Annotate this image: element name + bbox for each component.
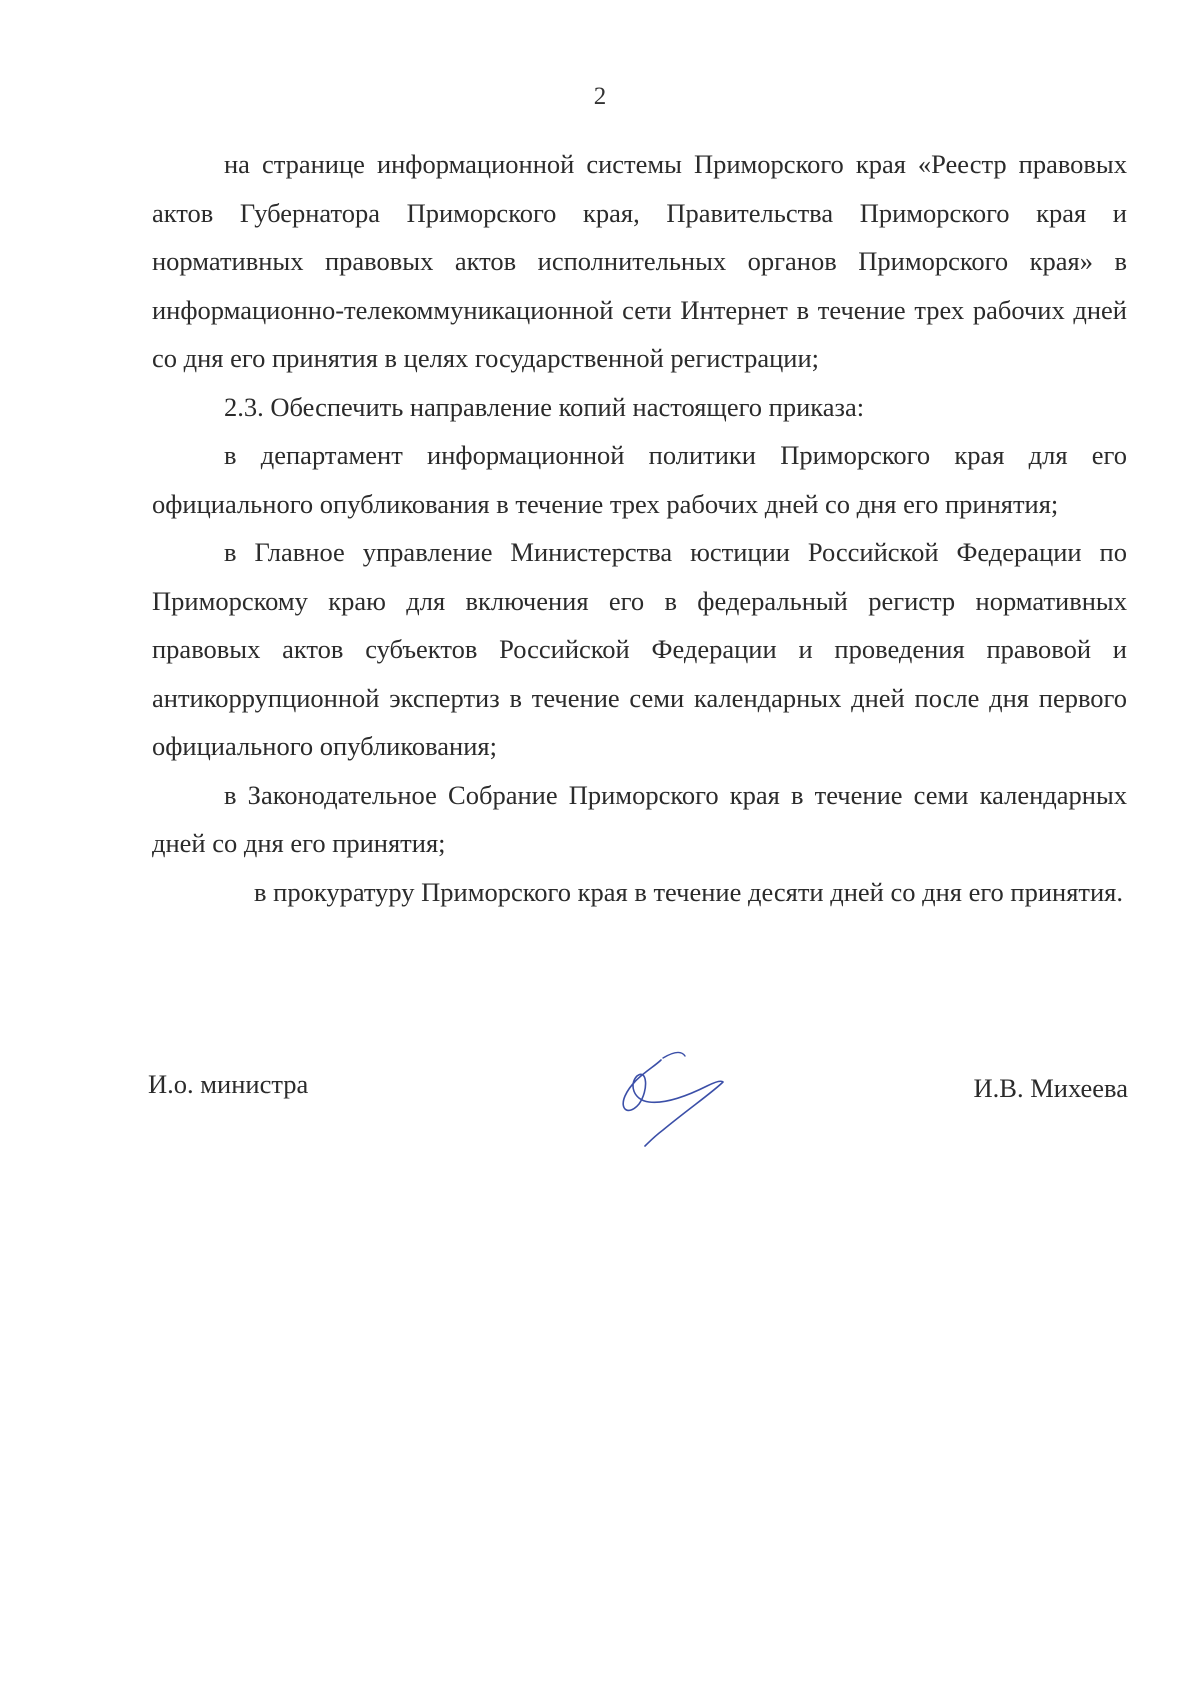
paragraph-ministry-of-justice: в Главное управление Министерства юстиции Российской Федерации по Приморскому краю для включения его в федеральный регистр нормативных правовых актов субъектов Российской Федерации и проведения правовой и антикоррупционной экспертиз в течение семи календарных дней после дня первого официального опубликования; bbox=[152, 537, 1127, 761]
signatory-role: И.о. министра bbox=[148, 1069, 309, 1099]
handwritten-signature bbox=[603, 1038, 753, 1148]
paragraph-prosecutor-office: в прокуратуру Приморского края в течение десяти дней со дня его принятия. bbox=[254, 876, 1123, 907]
signature-block bbox=[148, 1050, 1128, 1140]
signatory-name: И.В. Михеева bbox=[973, 1073, 1128, 1103]
paragraph-registry-page: на странице информационной системы Приморского края «Реестр правовых актов Губернатора Приморского края, Правительства Приморского края и нормативных правовых актов исполнительных органов Приморского края» в информационно-телекоммуникационной сети Интернет в течение трех рабочих дней со дня его принятия в целях государственной регистрации; bbox=[152, 149, 1127, 373]
paragraph-information-policy-department: в департамент информационной политики Приморского края для его официального опубликования в течение трех рабочих дней со дня его принятия; bbox=[152, 440, 1127, 519]
paragraph-legislative-assembly: в Законодательное Собрание Приморского края в течение семи календарных дней со дня его принятия; bbox=[152, 779, 1127, 858]
document-body bbox=[152, 140, 1127, 916]
paragraph-item-2-3: 2.3. Обеспечить направление копий настоящего приказа: bbox=[224, 391, 865, 422]
page-number: 2 bbox=[593, 83, 607, 110]
